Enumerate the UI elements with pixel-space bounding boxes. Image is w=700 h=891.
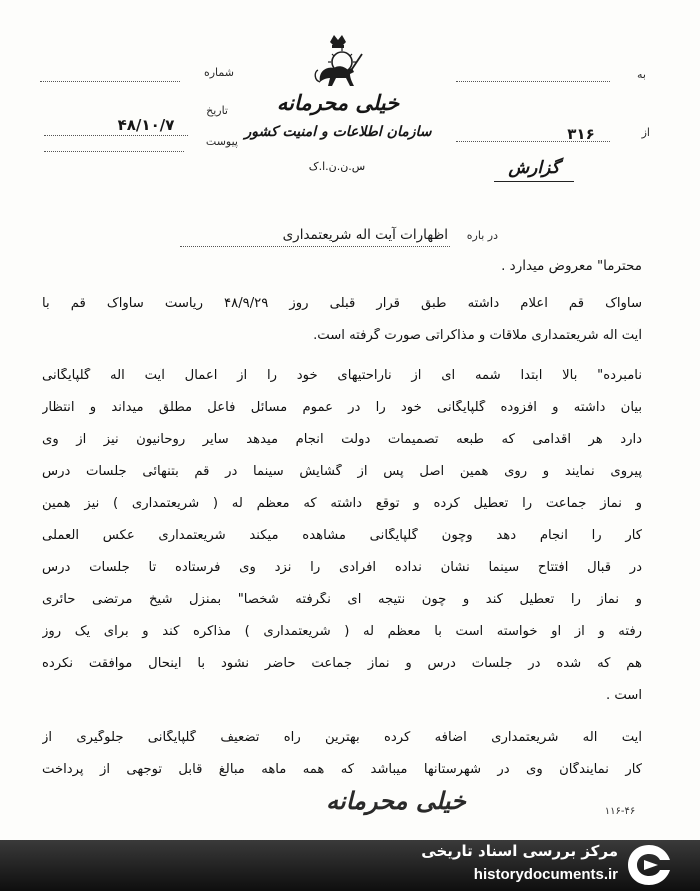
- body-line-2: آیت اله شریعتمداری ملاقات و مذاکراتی صورت گرفته است.: [313, 328, 642, 343]
- from-field-line: [456, 140, 610, 142]
- body-line-11: رفته و از او خواسته است با معظم له ( شریعتمداری ) مذاکره کند و برای یک روز: [42, 624, 642, 639]
- attachment-label: پیوست: [205, 135, 238, 148]
- watermark-title: مرکز بررسی اسناد تاریخی: [421, 842, 618, 860]
- subject-field-line: [180, 245, 450, 247]
- body-line-9: در قبال افتتاح سینما نشان نداده افرادی را نزد وی فرستاده تا جلسات درس: [42, 560, 642, 575]
- body-line-15: کار نمایندگان وی در شهرستانها میباشد که همه ماهه مبالغ قابل توجهی از پرداخت: [42, 762, 642, 777]
- office-code: س.ن.ن.ا.ک: [308, 160, 366, 173]
- body-line-6: پیروی نمایند و روی همین اصل پس از گشایش سینما در قم بتنهائی جلسات درس: [42, 464, 642, 479]
- from-value: ۳۱۶: [567, 125, 595, 143]
- subject-label: در باره: [466, 229, 498, 242]
- body-line-4: بیان داشته و افزوده گلپایگانی خود را در عموم مسائل فاعل مطلق میداند و انتظار: [42, 400, 642, 415]
- organization-name: سازمان اطلاعات و امنیت کشور: [244, 124, 432, 140]
- body-line-1: ساواک قم اعلام داشته طبق قرار قبلی روز ۴۸/۹/۲۹ ریاست ساواک قم با: [42, 296, 642, 311]
- to-field-line: [456, 80, 610, 82]
- from-label: از: [641, 126, 650, 139]
- date-field-line: [44, 134, 188, 136]
- report-type: گزارش: [508, 158, 560, 178]
- lion-and-sun-emblem-icon: [306, 32, 370, 96]
- salutation: محترما" معروض میدارد .: [501, 258, 642, 274]
- body-line-12: هم که شده در جلسات درس و نماز جماعت حاضر نشود با اینحال موافقت نکرده: [42, 656, 642, 671]
- body-line-3: نامبرده" بالا ابتدا شمه ای از ناراحتیهای خود را از اعمال آیت اله گلپایگانی: [42, 368, 642, 383]
- number-label: شماره: [203, 66, 234, 79]
- body-line-5: دارد هر اقدامی که طبعه تصمیمات دولت انجام میدهد سایر روحانیون نیز از وی: [42, 432, 642, 447]
- number-field-line: [40, 80, 180, 82]
- body-line-10: و نماز را تعطیل کند و چون نتیجه ای نگرفته شخصا" بمنزل شیخ مرتضی حائری: [42, 592, 642, 607]
- body-line-13: است .: [605, 688, 642, 703]
- attachment-field-line: [44, 150, 184, 152]
- to-label: به: [637, 68, 646, 81]
- classification-stamp: خیلی محرمانه: [326, 786, 466, 815]
- date-label: تاریخ: [206, 104, 228, 117]
- date-value: ۴۸/۱۰/۷: [117, 116, 175, 134]
- classification-title: خیلی محرمانه: [276, 90, 400, 115]
- page-code: ۱۱۶-۴۶: [604, 806, 636, 817]
- body-line-8: کار را انجام دهد وچون گلپایگانی مشاهده میکند شریعتمداری عکس العملی: [42, 528, 642, 543]
- body-line-7: و نماز جماعت را تعطیل کرده و توقع داشته که معظم له ( شریعتمداری ) نیز همین: [42, 496, 642, 511]
- subject-text: اظهارات آیت اله شریعتمداری: [282, 227, 448, 243]
- watermark-url: historydocuments.ir: [473, 866, 618, 883]
- report-type-underline: [494, 181, 574, 182]
- history-documents-logo-icon: [624, 842, 674, 888]
- body-line-14: آیت اله شریعتمداری اضافه کرده بهترین راه تضعیف گلپایگانی جلوگیری از: [42, 730, 642, 745]
